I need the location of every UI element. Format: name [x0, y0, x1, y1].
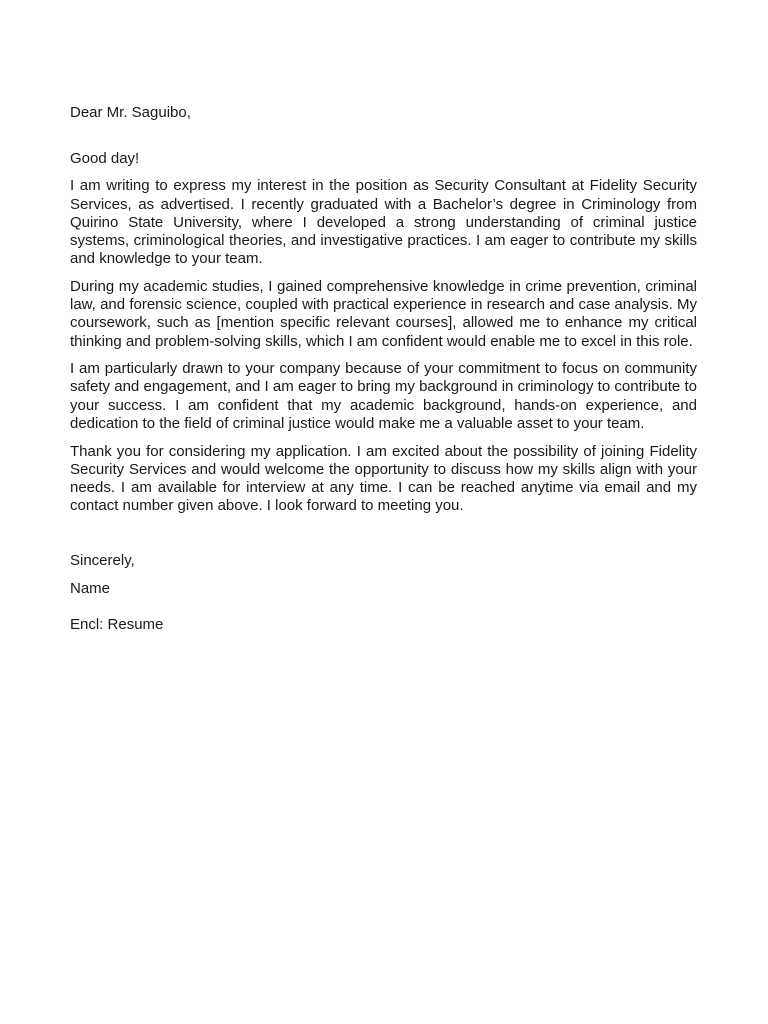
- enclosure-note: Encl: Resume: [70, 615, 164, 633]
- body-paragraph-thanks: Thank you for considering my application. I am excited about the possibility of joining Fidelity Security Services and would welcome the opportunity to discuss how my skills align with your needs. I am available for interview at any time. I can be reached anytime via email and my contact number given above. I look forward to meeting you.: [70, 442, 697, 515]
- body-paragraph-motivation: I am particularly drawn to your company because of your commitment to focus on community safety and engagement, and I am eager to bring my background in criminology to contribute to your success. I am confident that my academic background, hands-on experience, and dedication to the field of criminal justice would make me a valuable asset to your team.: [70, 360, 697, 432]
- body-paragraph-intro: I am writing to express my interest in the position as Security Consultant at Fidelity Security Services, as advertised. I recently graduated with a Bachelor’s degree in Criminology from Quirino State University, where I developed a strong understanding of criminal justice systems, criminological theories, and investigative practices. I am eager to contribute my skills and knowledge to your team.: [70, 177, 697, 268]
- body-paragraph-studies: During my academic studies, I gained comprehensive knowledge in crime prevention, criminal law, and forensic science, coupled with practical experience in research and case analysis. My coursework, such as [mention specific relevant courses], allowed me to enhance my critical thinking and problem-solving skills, which I am confident would enable me to excel in this role.: [70, 277, 697, 350]
- signature-name: Name: [70, 579, 111, 597]
- salutation: Dear Mr. Saguibo,: [70, 104, 191, 121]
- greeting: Good day!: [70, 150, 140, 168]
- cover-letter: [70, 104, 697, 634]
- closing: Sincerely,: [70, 552, 135, 570]
